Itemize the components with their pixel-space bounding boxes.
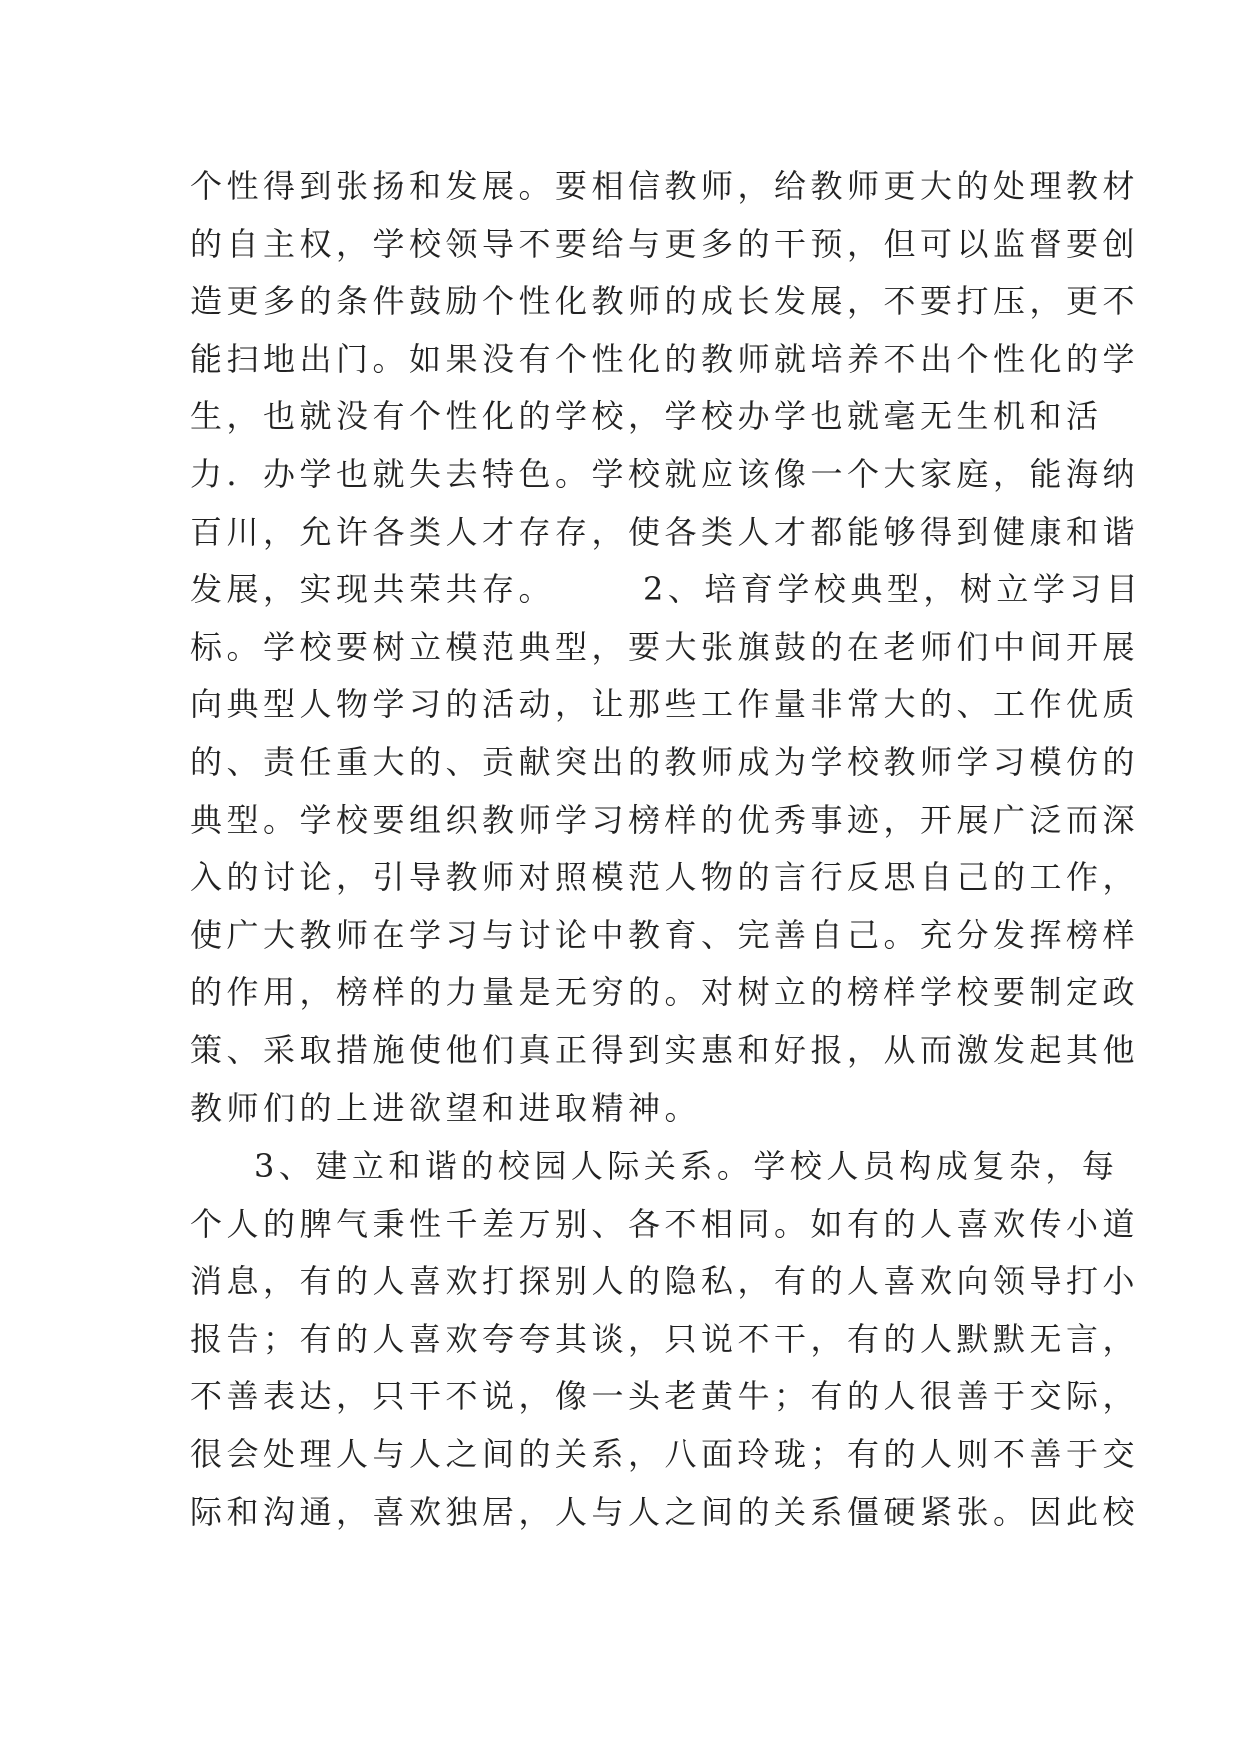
text-line: 个人的脾气秉性千差万别、各不相同。如有的人喜欢传小道 — [190, 1204, 1140, 1243]
text-line: 向典型人物学习的活动，让那些工作量非常大的、工作优质 — [190, 685, 1140, 724]
text-line: 教师们的上进欲望和进取精神。 — [190, 1088, 702, 1127]
text-line: 很会处理人与人之间的关系，八面玲珑；有的人则不善于交 — [190, 1435, 1140, 1474]
text-line: 际和沟通，喜欢独居，人与人之间的关系僵硬紧张。因此校 — [190, 1492, 1140, 1531]
text-line: 策、采取措施使他们真正得到实惠和好报，从而激发起其他 — [190, 1030, 1140, 1069]
text-line: 的作用，榜样的力量是无穷的。对树立的榜样学校要制定政 — [190, 973, 1140, 1012]
text-line: 造更多的条件鼓励个性化教师的成长发展，不要打压，更不 — [190, 282, 1140, 321]
text-line: 报告；有的人喜欢夸夸其谈，只说不干，有的人默默无言， — [190, 1319, 1140, 1358]
text-line: 个性得到张扬和发展。要相信教师，给教师更大的处理教材 — [190, 167, 1140, 205]
text-line: 标。学校要树立模范典型，要大张旗鼓的在老师们中间开展 — [190, 627, 1140, 666]
text-line: 百川，允许各类人才存存，使各类人才都能够得到健康和谐 — [190, 512, 1140, 551]
text-line: 典型。学校要组织教师学习榜样的优秀事迹，开展广泛而深 — [190, 800, 1140, 839]
text-line: 力．办学也就失去特色。学校就应该像一个大家庭，能海纳 — [190, 454, 1140, 493]
text-line: 生，也就没有个性化的学校，学校办学也就毫无生机和活 — [190, 397, 1103, 436]
text-line: 消息，有的人喜欢打探别人的隐私，有的人喜欢向领导打小 — [190, 1262, 1140, 1301]
text-line: 使广大教师在学习与讨论中教育、完善自己。充分发挥榜样 — [190, 915, 1140, 954]
text-line: 入的讨论，引导教师对照模范人物的言行反思自己的工作， — [190, 858, 1140, 897]
body-text — [190, 158, 1143, 1541]
paragraph-3-first-line: 3、建立和谐的校园人际关系。学校人员构成复杂，每 — [254, 1147, 1119, 1186]
text-line: 的、责任重大的、贡献突出的教师成为学校教师学习模仿的 — [190, 742, 1140, 781]
text-line: 发展，实现共荣共存。 2、培育学校典型，树立学习目 — [190, 570, 1143, 609]
text-line: 能扫地出门。如果没有个性化的教师就培养不出个性化的学 — [190, 339, 1140, 378]
text-line: 不善表达，只干不说，像一头老黄牛；有的人很善于交际， — [190, 1377, 1140, 1416]
text-line: 的自主权，学校领导不要给与更多的干预，但可以监督要创 — [190, 224, 1140, 263]
